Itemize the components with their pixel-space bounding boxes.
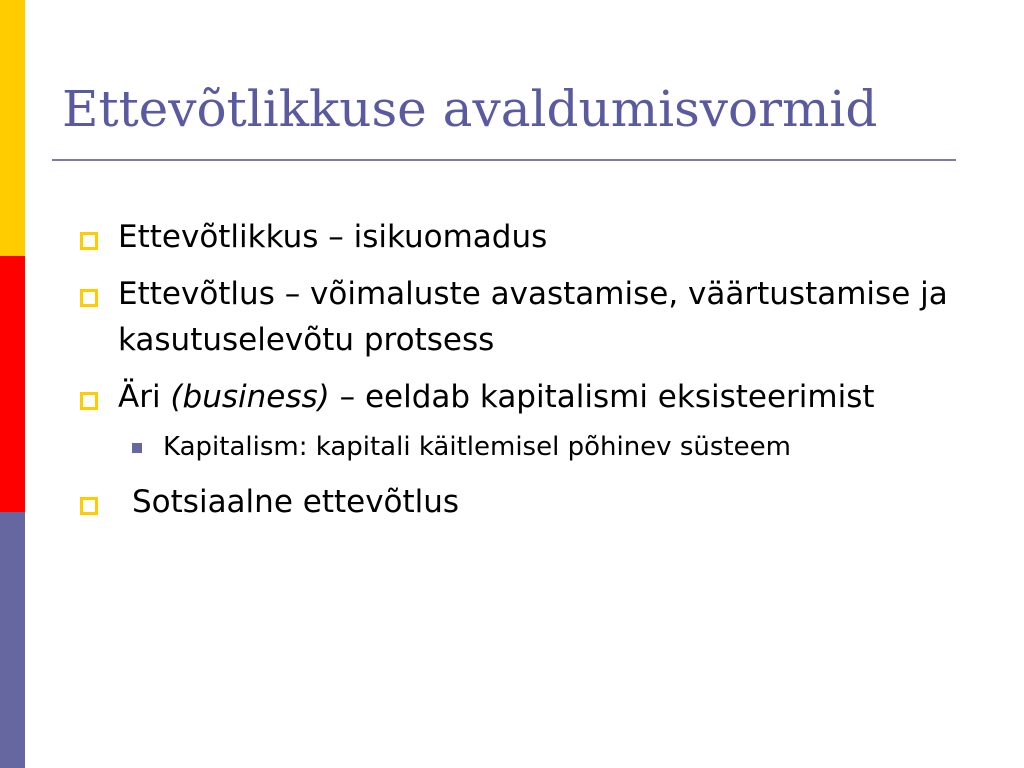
left-stripe-blue — [0, 512, 25, 768]
square-bullet-icon — [80, 232, 98, 250]
bullet-item — [80, 214, 980, 260]
bullet-text-italic: (business) — [170, 379, 330, 415]
bullet-text: Ettevõtlus – võimaluste avastamise, väärtustamise ja kasutuselevõtu protsess — [118, 276, 948, 358]
sub-bullet-text: Kapitalism: kapitali käitlemisel põhinev süsteem — [163, 432, 791, 462]
small-square-bullet-icon — [132, 443, 142, 453]
square-bullet-icon — [80, 289, 98, 307]
sub-bullet-item — [80, 429, 980, 465]
bullet-text: Sotsiaalne ettevõtlus — [132, 484, 460, 520]
bullet-list — [80, 214, 980, 536]
bullet-text: Ettevõtlikkus – isikuomadus — [118, 219, 548, 255]
slide-title: Ettevõtlikkuse avaldumisvormid — [62, 80, 878, 138]
bullet-item — [80, 271, 980, 363]
title-divider — [52, 159, 956, 161]
square-bullet-icon — [80, 392, 98, 410]
square-bullet-icon — [80, 497, 98, 515]
bullet-item — [80, 479, 980, 525]
left-stripe-yellow — [0, 0, 25, 256]
bullet-text-prefix: Äri — [118, 379, 171, 415]
bullet-item — [80, 374, 980, 420]
bullet-text-suffix: – eeldab kapitalismi eksisteerimist — [329, 379, 875, 415]
left-stripe-red — [0, 256, 25, 512]
